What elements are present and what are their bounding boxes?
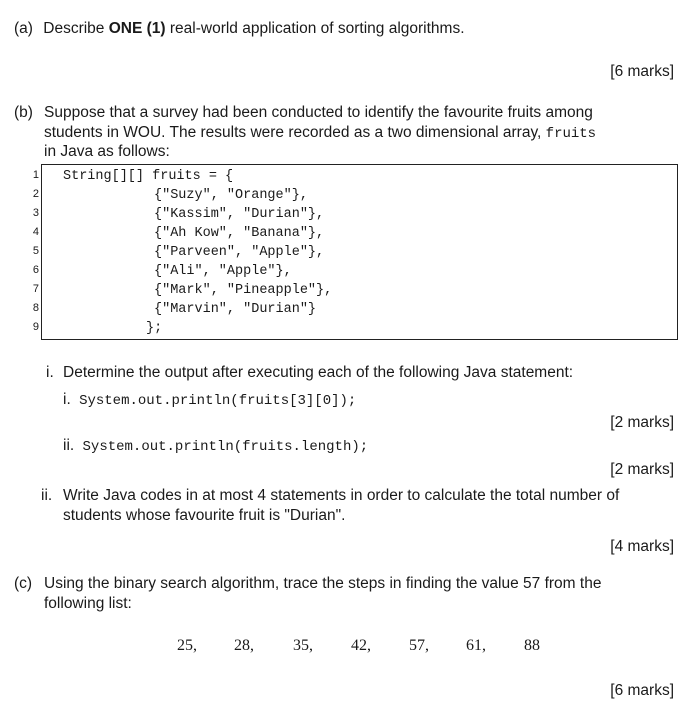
sub-i-q2-label: ii.	[63, 437, 75, 454]
part-c-label: (c)	[14, 575, 33, 592]
code-line-number: 3	[32, 207, 39, 219]
code-line-number: 6	[32, 264, 39, 276]
sub-ii-marks: [4 marks]	[610, 538, 674, 555]
code-line: {"Ah Kow", "Banana"},	[154, 226, 325, 241]
code-line-number: 9	[32, 321, 39, 333]
code-line-number: 8	[32, 302, 39, 314]
code-line: {"Marvin", "Durian"}	[154, 302, 317, 317]
sub-i-q1	[63, 391, 356, 409]
sub-i-label: i.	[46, 364, 54, 381]
sub-i-q2-code: System.out.println(fruits.length);	[82, 439, 369, 455]
part-a-label: (a)	[14, 20, 33, 37]
sub-ii-line2: students whose favourite fruit is "Durian".	[63, 507, 346, 524]
part-a-text-bold: ONE (1)	[108, 20, 166, 37]
list-value: 61,	[466, 637, 486, 654]
code-line: {"Mark", "Pineapple"},	[154, 283, 333, 298]
sub-i-q1-code: System.out.println(fruits[3][0]);	[79, 393, 357, 409]
code-line: {"Parveen", "Apple"},	[154, 245, 325, 260]
part-b-line2	[44, 124, 596, 142]
code-listing-box	[41, 164, 678, 340]
part-b-label: (b)	[14, 104, 33, 121]
list-value: 35,	[293, 637, 313, 654]
part-a-marks: [6 marks]	[610, 63, 674, 80]
code-line: String[][] fruits = {	[63, 169, 234, 184]
sub-i-q2-marks: [2 marks]	[610, 461, 674, 478]
part-a-text-pre: Describe	[43, 20, 109, 37]
part-b-line2-text: students in WOU. The results were recorded as a two dimensional array,	[44, 124, 546, 141]
code-line: };	[146, 321, 163, 336]
list-value: 88	[524, 637, 540, 654]
part-b-line2-code: fruits	[545, 126, 597, 142]
part-c-marks: [6 marks]	[610, 682, 674, 699]
part-a-text-post: real-world application of sorting algorithms.	[165, 20, 465, 37]
part-c-line1: Using the binary search algorithm, trace the steps in finding the value 57 from the	[44, 575, 602, 592]
list-value: 28,	[234, 637, 254, 654]
list-value: 25,	[177, 637, 197, 654]
part-c-line2: following list:	[44, 595, 132, 612]
code-line-number: 2	[32, 188, 39, 200]
code-line: {"Kassim", "Durian"},	[154, 207, 325, 222]
sub-ii-line1: Write Java codes in at most 4 statements in order to calculate the total number of	[63, 487, 620, 504]
part-b-line1: Suppose that a survey had been conducted to identify the favourite fruits among	[44, 104, 593, 121]
sub-i-text: Determine the output after executing each of the following Java statement:	[63, 364, 574, 381]
sub-i-q1-marks: [2 marks]	[610, 414, 674, 431]
part-a-question	[14, 20, 465, 38]
list-value: 57,	[409, 637, 429, 654]
code-line-number: 7	[32, 283, 39, 295]
sub-i-q1-label: i.	[63, 391, 71, 408]
code-line-number: 1	[32, 169, 39, 181]
sub-i-q2	[63, 437, 368, 455]
sub-ii-label: ii.	[41, 487, 53, 504]
list-value: 42,	[351, 637, 371, 654]
code-line-numbers	[28, 164, 41, 340]
code-line: {"Suzy", "Orange"},	[154, 188, 308, 203]
code-line-number: 4	[32, 226, 39, 238]
code-line-number: 5	[32, 245, 39, 257]
part-b-line3: in Java as follows:	[44, 143, 170, 160]
code-line: {"Ali", "Apple"},	[154, 264, 292, 279]
